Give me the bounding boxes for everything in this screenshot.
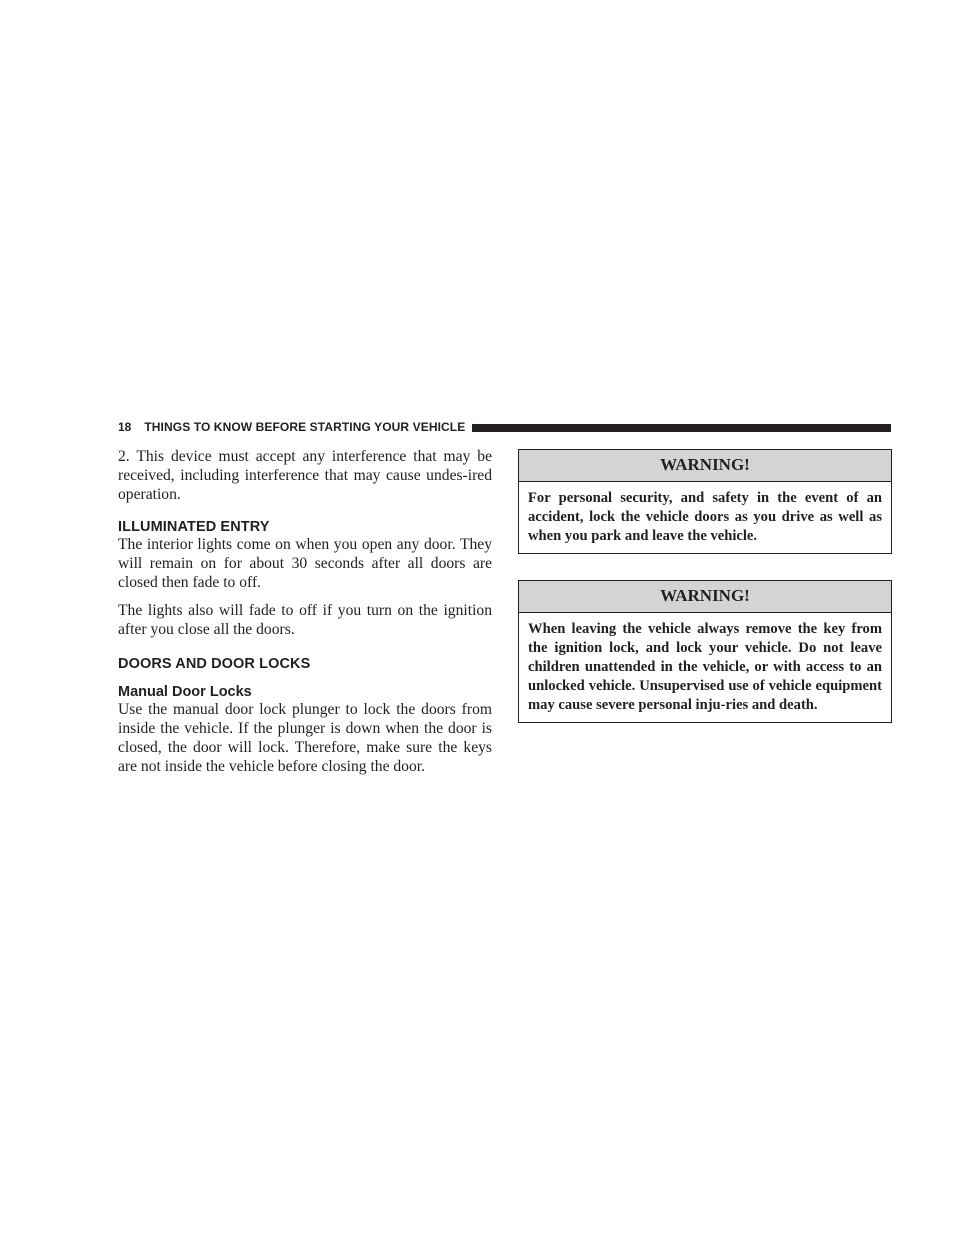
illuminated-entry-heading: ILLUMINATED ENTRY <box>118 519 270 536</box>
intro-paragraph: 2. This device must accept any interference that may be received, including interference that may cause undes-ired operation. <box>118 448 492 503</box>
page-header <box>118 419 891 435</box>
warning-box-security <box>518 449 892 554</box>
warning-text: When leaving the vehicle always remove the key from the ignition lock, and lock your vehicle. Do not leave children unattended in the vehicle, or with access to an unlocked vehicle. Unsupervised use of vehicle equipment may cause severe personal inju-ries and death. <box>528 621 882 713</box>
manual-door-locks-subheading: Manual Door Locks <box>118 684 252 701</box>
illuminated-entry-paragraph-2: The lights also will fade to off if you turn on the ignition after you close all the doors. <box>118 601 492 638</box>
page-number: 18 <box>118 420 132 434</box>
warning-text: For personal security, and safety in the event of an accident, lock the vehicle doors as you drive as well as when you park and leave the vehicle. <box>528 490 882 544</box>
header-rule <box>472 424 891 432</box>
doors-and-door-locks-heading: DOORS AND DOOR LOCKS <box>118 656 311 673</box>
section-title: THINGS TO KNOW BEFORE STARTING YOUR VEHICLE <box>144 420 466 434</box>
illuminated-entry-paragraph-1: The interior lights come on when you open any door. They will remain on for about 30 seconds after all doors are closed then fade to off. <box>118 536 492 591</box>
manual-door-locks-paragraph: Use the manual door lock plunger to lock the doors from inside the vehicle. If the plunger is down when the door is closed, the door will lock. Therefore, make sure the keys are not inside the vehicle before closing the door. <box>118 701 492 775</box>
right-column <box>518 449 892 723</box>
warning-box-children <box>518 580 892 723</box>
warning-title: WARNING! <box>519 581 891 613</box>
warning-title: WARNING! <box>519 450 891 482</box>
left-column <box>118 448 492 777</box>
